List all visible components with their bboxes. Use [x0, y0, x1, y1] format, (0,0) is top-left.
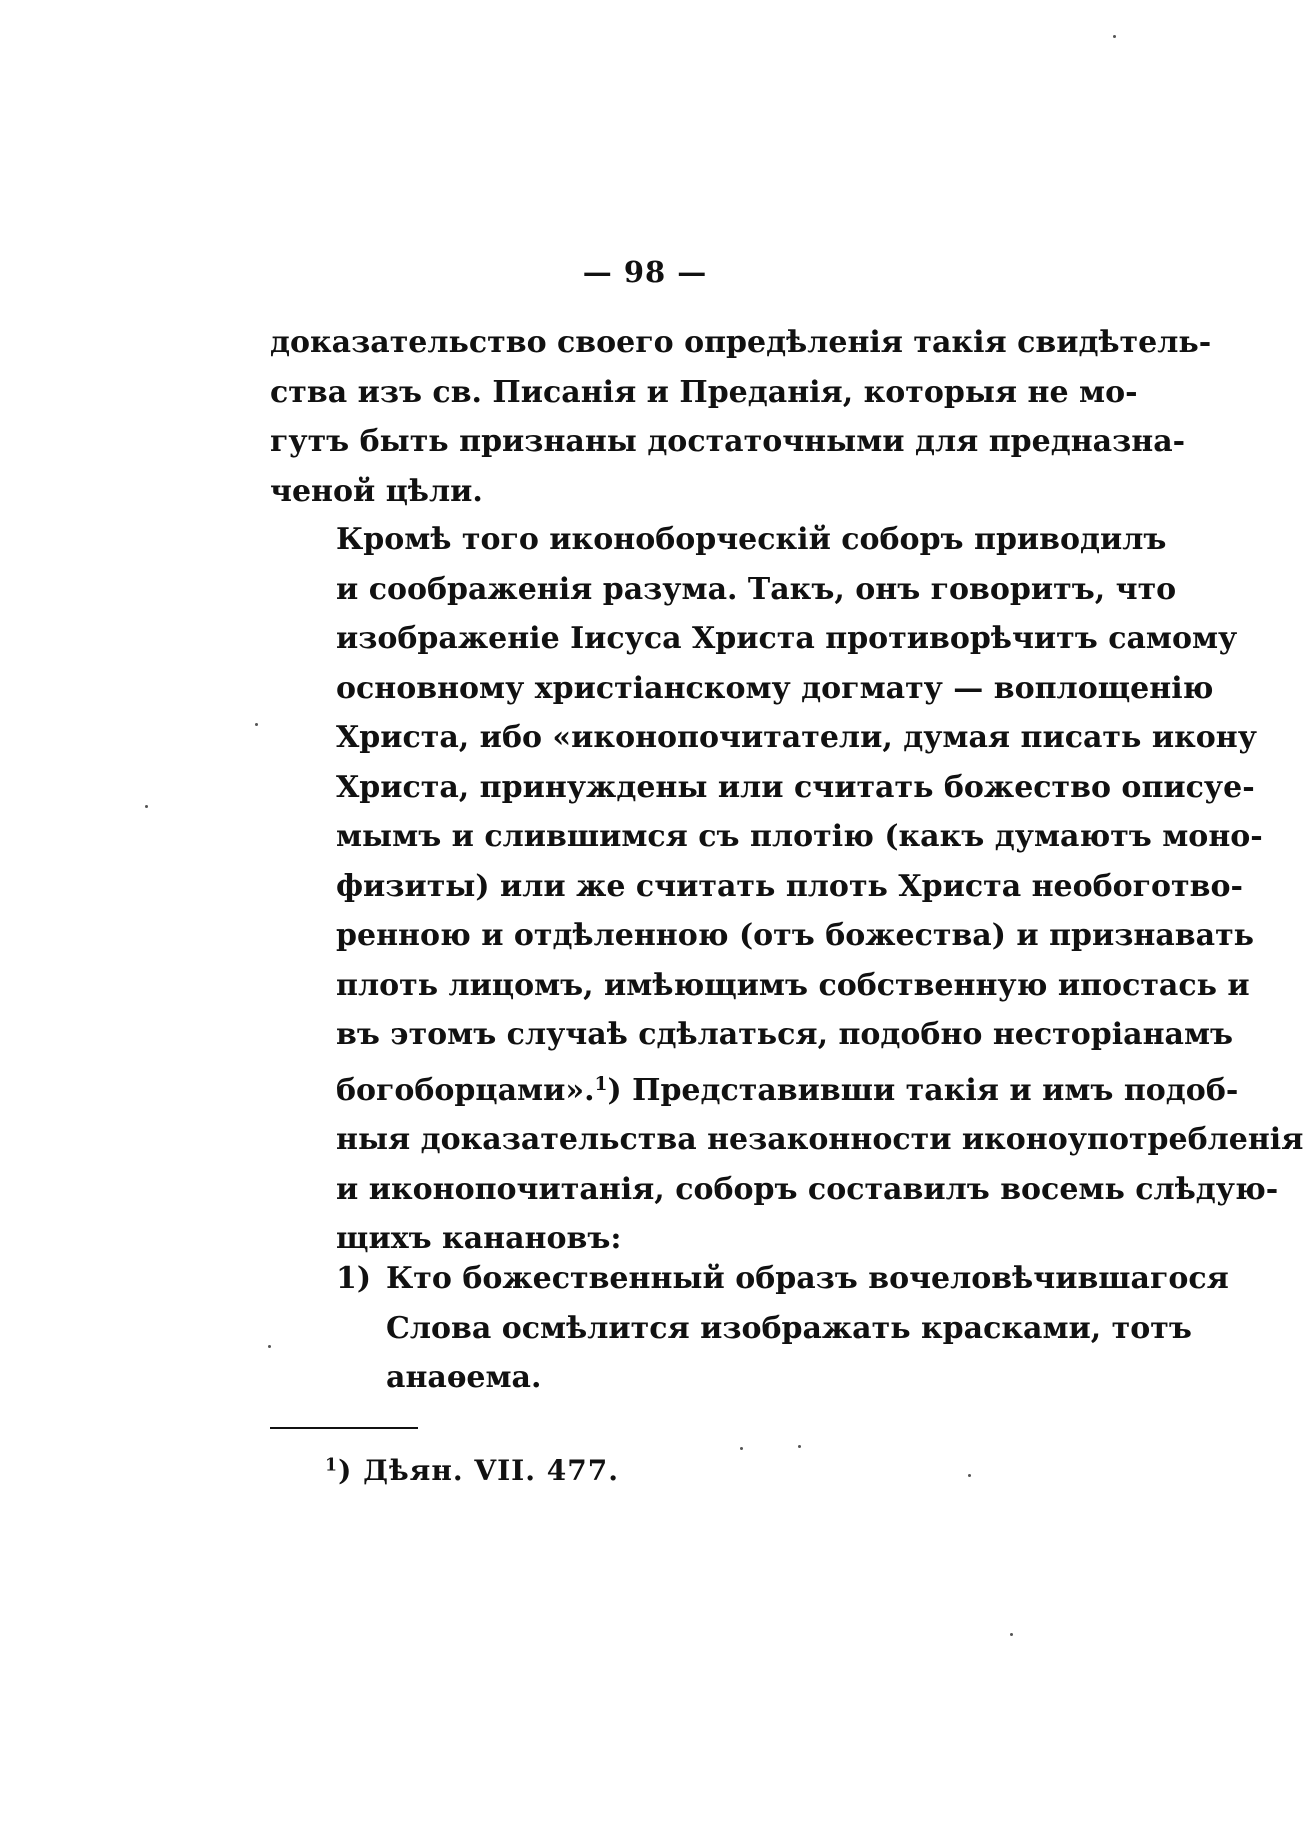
paragraph-1 — [270, 318, 1212, 516]
scan-speck — [145, 805, 148, 808]
text-line: щихъ канановъ: — [336, 1221, 622, 1257]
footnote-paren: ) — [338, 1454, 353, 1487]
text-line: Слова осмѣлится изображать красками, тотъ — [386, 1310, 1192, 1346]
text-line-with-footnote — [270, 1060, 1239, 1116]
canon-body — [386, 1254, 1229, 1403]
text-line: доказательство своего опредѣленія такія свидѣтель- — [270, 325, 1212, 360]
text-line: ренною и отдѣленною (отъ божества) и признавать — [336, 918, 1255, 953]
text-line: Христа, принуждены или считать божество описуе- — [336, 769, 1255, 805]
text-line: ченой цѣли. — [270, 473, 483, 509]
text-line: ства изъ св. Писанія и Преданія, которыя не мо- — [270, 374, 1138, 410]
text-line: и иконопочитанія, соборъ составилъ восемь слѣдую- — [336, 1171, 1279, 1207]
scan-speck — [1010, 1633, 1013, 1636]
text-line: въ этомъ случаѣ сдѣлаться, подобно несторіанамъ — [336, 1017, 1234, 1052]
footnote-paren: ) — [607, 1072, 622, 1108]
text-line: плоть лицомъ, имѣющимъ собственную ипостась и — [336, 967, 1250, 1003]
text-line: изображеніе Іисуса Христа противорѣчитъ самому — [336, 621, 1238, 656]
text-line: основному христіанскому догмату — воплощенію — [336, 670, 1214, 706]
text-line: Кто божественный образъ вочеловѣчившагося — [386, 1261, 1229, 1296]
scan-speck — [1113, 35, 1116, 38]
text-line: ныя доказательства незаконности иконоупотребленія — [336, 1122, 1303, 1158]
text-line: мымъ и слившимся съ плотію (какъ думаютъ моно- — [336, 819, 1263, 854]
scan-speck — [740, 1447, 743, 1450]
footnote-text: Дѣян. VII. 477. — [363, 1454, 619, 1487]
scan-speck — [798, 1445, 801, 1448]
text-line: Христа, ибо «иконопочитатели, думая писать икону — [336, 720, 1257, 755]
footnote — [325, 1454, 619, 1487]
text-line: физиты) или же считать плоть Христа необоготво- — [336, 868, 1243, 904]
scan-speck — [968, 1474, 971, 1477]
text-segment: богоборцами». — [336, 1072, 595, 1108]
footnote-reference[interactable]: 1 — [594, 1073, 608, 1095]
scan-speck — [255, 723, 258, 726]
canon-number: 1) — [336, 1261, 372, 1296]
text-line: Кромѣ того иконоборческій соборъ приводилъ — [336, 522, 1167, 557]
scan-speck — [268, 1345, 271, 1348]
text-line: и соображенія разума. Такъ, онъ говоритъ, что — [336, 571, 1177, 607]
canon-1 — [336, 1254, 1229, 1403]
footnote-divider — [270, 1427, 418, 1429]
text-segment: Представивши такія и имъ подоб- — [632, 1072, 1239, 1108]
text-line: анаѳема. — [386, 1360, 542, 1395]
text-line: гутъ быть признаны достаточными для предназна- — [270, 424, 1186, 459]
paragraph-2 — [270, 515, 1303, 1264]
page-number: — 98 — — [582, 255, 708, 289]
footnote-marker: 1 — [325, 1455, 339, 1476]
